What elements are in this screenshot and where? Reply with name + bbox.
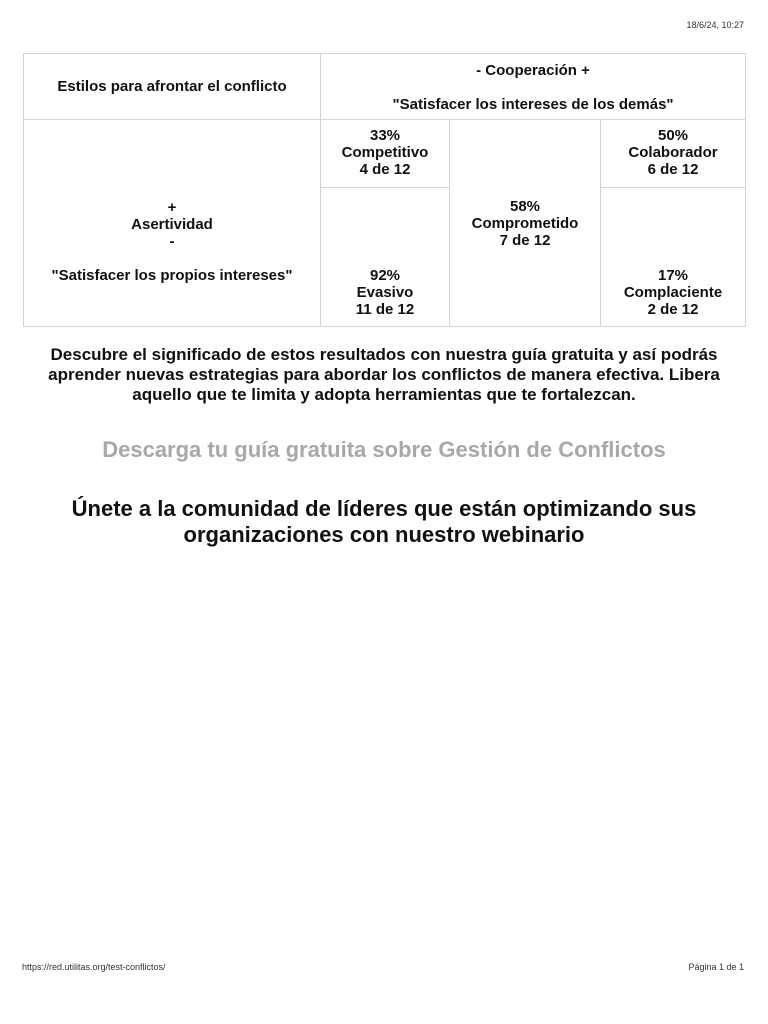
collaborative-name: Colaborador bbox=[628, 144, 718, 161]
compromising-name: Comprometido bbox=[471, 214, 579, 232]
webinar-heading: Únete a la comunidad de líderes que están optimizando sus organizaciones con nuestro webinario bbox=[71, 496, 697, 547]
conflict-styles-table bbox=[23, 53, 746, 327]
cooperation-header-cell bbox=[321, 54, 746, 120]
compromising-percent: 58% bbox=[509, 197, 541, 215]
assertiveness-plus: + bbox=[167, 199, 177, 216]
download-guide-link[interactable]: Descarga tu guía gratuita sobre Gestión de Conflictos bbox=[102, 437, 666, 462]
style-avoidant bbox=[321, 266, 450, 327]
avoidant-count: 11 de 12 bbox=[355, 301, 415, 318]
style-compromising bbox=[450, 120, 601, 327]
assertiveness-label: Asertividad bbox=[131, 216, 213, 233]
table-title-cell bbox=[24, 54, 321, 120]
spacer-right bbox=[601, 188, 746, 266]
accommodating-percent: 17% bbox=[658, 267, 689, 284]
collaborative-count: 6 de 12 bbox=[647, 161, 699, 178]
accommodating-name: Complaciente bbox=[623, 284, 723, 301]
competitive-percent: 33% bbox=[369, 127, 401, 144]
competitive-count: 4 de 12 bbox=[359, 161, 411, 178]
style-collaborative bbox=[601, 120, 746, 188]
footer-url: https://red.utilitas.org/test-conflictos/ bbox=[22, 962, 166, 972]
avoidant-percent: 92% bbox=[369, 267, 401, 284]
avoidant-name: Evasivo bbox=[356, 284, 414, 301]
collaborative-percent: 50% bbox=[658, 127, 689, 144]
page-number: Página 1 de 1 bbox=[688, 962, 744, 972]
style-accommodating bbox=[601, 266, 746, 327]
cooperation-description: "Satisfacer los intereses de los demás" bbox=[392, 96, 674, 113]
cooperation-axis-label: - Cooperación + bbox=[476, 62, 590, 79]
results-explanation: Descubre el significado de estos resultados con nuestra guía gratuita y así podrás aprender nuevas estrategias para abordar los conflictos de manera efectiva. Libera aquello que te limita y adopta herramientas que te fortalezcan. bbox=[48, 345, 720, 404]
assertiveness-cell bbox=[24, 120, 321, 327]
assertiveness-minus: - bbox=[169, 233, 175, 250]
assertiveness-description: "Satisfacer los propios intereses" bbox=[51, 267, 293, 284]
style-competitive bbox=[321, 120, 450, 188]
table-title: Estilos para afrontar el conflicto bbox=[57, 78, 287, 95]
accommodating-count: 2 de 12 bbox=[647, 301, 699, 318]
compromising-count: 7 de 12 bbox=[499, 231, 551, 249]
spacer-left bbox=[321, 188, 450, 266]
competitive-name: Competitivo bbox=[341, 144, 429, 161]
print-timestamp: 18/6/24, 10:27 bbox=[686, 20, 744, 30]
